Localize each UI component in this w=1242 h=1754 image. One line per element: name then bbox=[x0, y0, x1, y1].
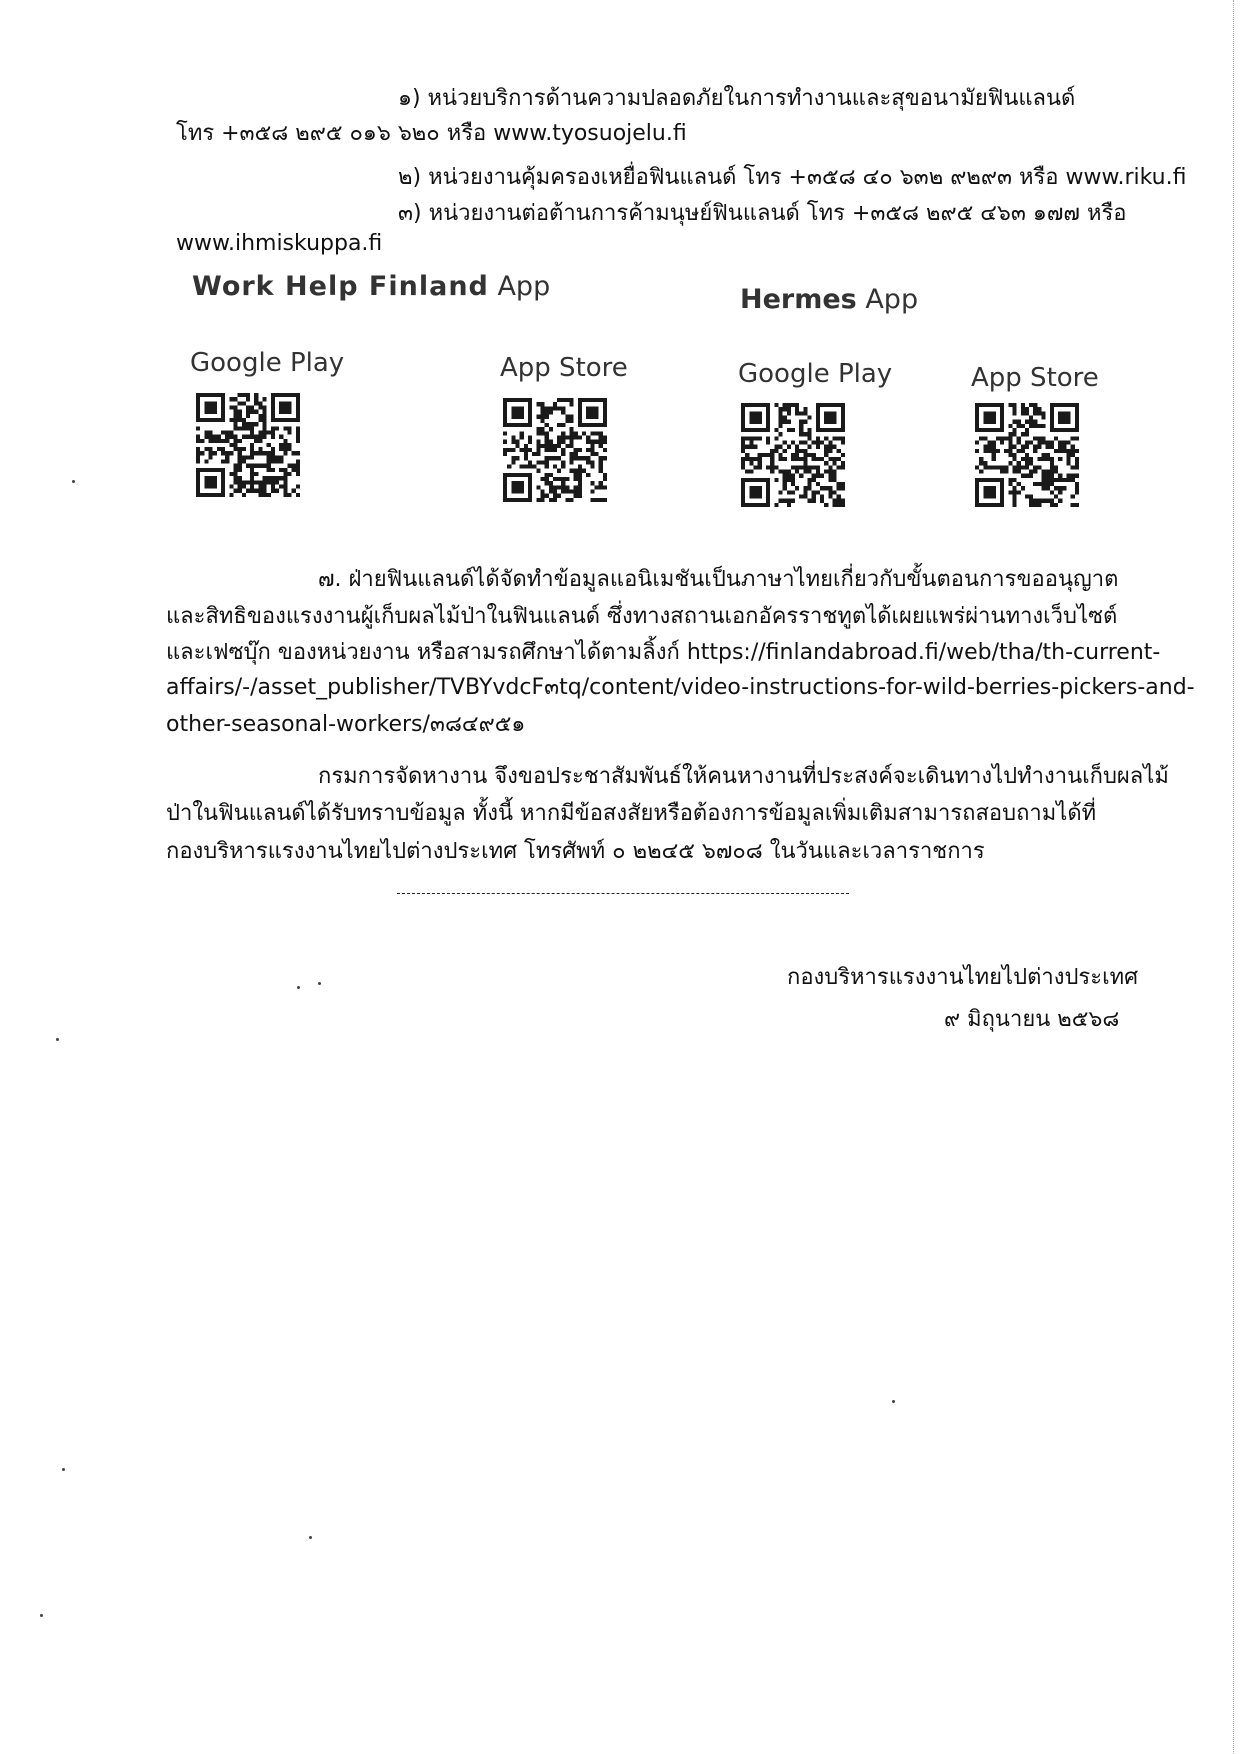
closing-line-1: กรมการจัดหางาน จึงขอประชาสัมพันธ์ให้คนหางานที่ประสงค์จะเดินทางไปทำงานเก็บผลไม้ bbox=[318, 764, 1169, 789]
qr-finder-pattern bbox=[743, 405, 768, 430]
work-help-app-store-label: App Store bbox=[500, 353, 628, 383]
scan-speck bbox=[62, 1468, 65, 1471]
scan-speck bbox=[309, 1536, 312, 1539]
scan-speck bbox=[56, 1038, 59, 1041]
qr-finder-pattern bbox=[505, 400, 530, 425]
qr-finder-pattern bbox=[818, 405, 843, 430]
closing-line-3: กองบริหารแรงงานไทยไปต่างประเทศ โทรศัพท์ ๐ ๒๒๔๕ ๖๗๐๘ ในวันและเวลาราชการ bbox=[166, 839, 985, 864]
qr-finder-pattern bbox=[273, 395, 298, 420]
hermes-app-title bbox=[740, 283, 918, 317]
hermes-app-suffix: App bbox=[856, 284, 919, 315]
hermes-google-play-label: Google Play bbox=[738, 359, 893, 389]
qr-finder-pattern bbox=[977, 480, 1002, 505]
closing-line-2: ป่าในฟินแลนด์ได้รับทราบข้อมูล ทั้งนี้ หากมีข้อสงสัยหรือต้องการข้อมูลเพิ่มเติมสามารถสอบถามได้ที่ bbox=[166, 801, 1097, 826]
hermes-app-store-label: App Store bbox=[971, 363, 1099, 393]
section-7-line-2: และสิทธิของแรงงานผู้เก็บผลไม้ป่าในฟินแลนด์ ซึ่งทางสถานเอกอัครราชทูตได้เผยแพร่ผ่านทางเว็บไซต์ bbox=[166, 604, 1118, 629]
scan-page-edge bbox=[1233, 0, 1234, 1754]
qr-finder-pattern bbox=[1052, 405, 1077, 430]
work-help-finland-name: Work Help Finland bbox=[192, 271, 489, 302]
contact-item-2: ๒) หน่วยงานคุ้มครองเหยื่อฟินแลนด์ โทร +๓๕๘ ๔๐ ๖๓๒ ๙๒๙๓ หรือ www.riku.fi bbox=[398, 165, 1187, 190]
work-help-finland-app-title bbox=[192, 270, 550, 304]
qr-finder-pattern bbox=[198, 470, 223, 495]
work-help-google-play-label: Google Play bbox=[190, 348, 345, 378]
contact-item-3-line-2: www.ihmiskuppa.fi bbox=[176, 231, 383, 256]
work-help-app-store-qr-code[interactable] bbox=[503, 398, 607, 502]
section-7-line-5: other-seasonal-workers/๓๘๔๙๕๑ bbox=[166, 712, 526, 737]
qr-finder-pattern bbox=[505, 475, 530, 500]
contact-item-3-line-1: ๓) หน่วยงานต่อต้านการค้ามนุษย์ฟินแลนด์ โทร +๓๕๘ ๒๙๕ ๔๖๓ ๑๗๗ หรือ bbox=[398, 201, 1127, 226]
hermes-google-play-qr-code[interactable] bbox=[741, 403, 845, 507]
hermes-name: Hermes bbox=[740, 284, 857, 315]
scan-speck bbox=[318, 982, 321, 985]
qr-finder-pattern bbox=[743, 480, 768, 505]
scan-speck bbox=[892, 1400, 895, 1403]
hermes-app-store-qr-code[interactable] bbox=[975, 403, 1079, 507]
qr-finder-pattern bbox=[580, 400, 605, 425]
end-of-text-divider bbox=[397, 893, 849, 894]
work-help-google-play-qr-code[interactable] bbox=[196, 393, 300, 497]
contact-item-1-line-2: โทร +๓๕๘ ๒๙๕ ๐๑๖ ๖๒๐ หรือ www.tyosuojelu.fi bbox=[176, 121, 687, 146]
contact-item-1-line-1: ๑) หน่วยบริการด้านความปลอดภัยในการทำงานและสุขอนามัยฟินแลนด์ bbox=[398, 86, 1076, 111]
scan-speck bbox=[72, 480, 75, 483]
scan-speck bbox=[297, 986, 300, 989]
section-7-line-3: และเฟซบุ๊ก ของหน่วยงาน หรือสามรถศึกษาได้ตามลิ้งก์ https://finlandabroad.fi/web/tha/th-current- bbox=[166, 640, 1161, 665]
section-7-line-4: affairs/-/asset_publisher/TVBYvdcF๓tq/content/video-instructions-for-wild-berries-pickers-and- bbox=[166, 675, 1195, 700]
signature-date: ๙ มิถุนายน ๒๕๖๘ bbox=[944, 1007, 1120, 1032]
signature-office: กองบริหารแรงงานไทยไปต่างประเทศ bbox=[787, 965, 1139, 990]
qr-finder-pattern bbox=[198, 395, 223, 420]
scan-speck bbox=[40, 1614, 43, 1617]
qr-finder-pattern bbox=[977, 405, 1002, 430]
section-7-line-1: ๗. ฝ่ายฟินแลนด์ได้จัดทำข้อมูลแอนิเมชันเป็นภาษาไทยเกี่ยวกับขั้นตอนการขออนุญาต bbox=[318, 567, 1119, 592]
work-help-app-suffix: App bbox=[488, 271, 551, 302]
